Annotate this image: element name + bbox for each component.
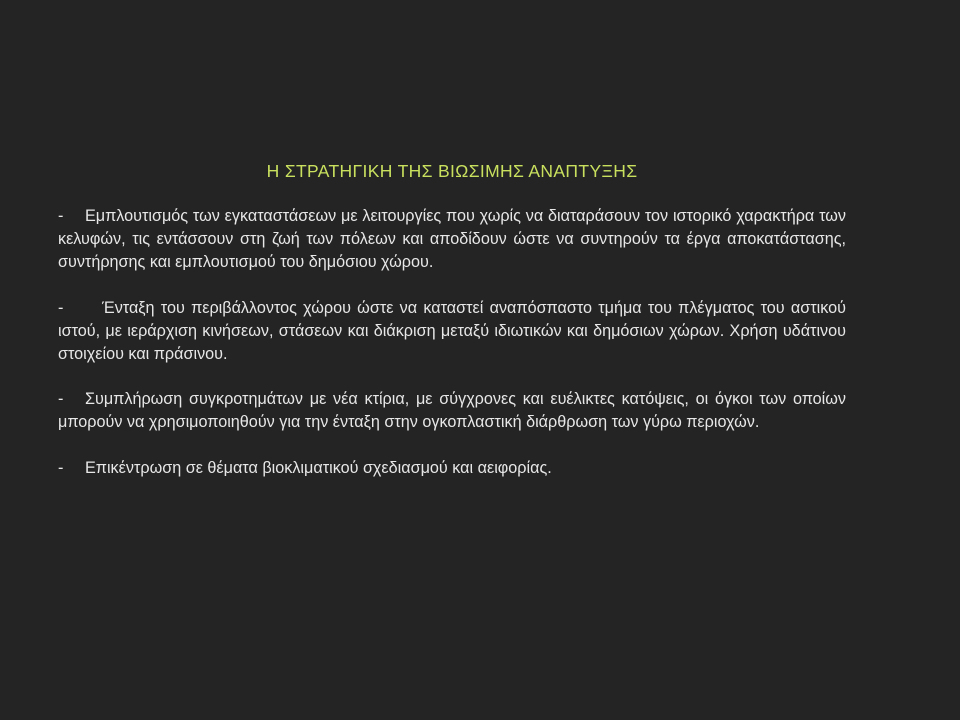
bullet-marker: - [58, 298, 64, 317]
bullet-marker: - [58, 207, 64, 225]
bullet-item [58, 388, 846, 434]
bullet-item [58, 297, 846, 367]
bullet-text: Εμπλουτισμός των εγκαταστάσεων με λειτουργίες που χωρίς να διαταράσουν τον ιστορικό χαρακτήρα των κελυφών, τις εντάσσουν στη ζωή των πόλεων και αποδίδουν ώστε να συντηρούν τα έργα αποκατάστασης, συντήρησης και εμπλουτισμού του δημόσιου χώρου. [58, 207, 846, 272]
bullet-marker: - [58, 458, 64, 477]
bullet-marker: - [58, 390, 64, 409]
bullet-text: Ένταξη του περιβάλλοντος χώρου ώστε να καταστεί αναπόσπαστο τμήμα του πλέγματος του αστικού ιστού, με ιεράρχιση κινήσεων, στάσεων και διάκριση μεταξύ ιδιωτικών και δημόσιων χώρων. Χρήση υδάτινου στοιχείου και πράσινου. [58, 298, 846, 364]
bullet-item [58, 205, 846, 275]
slide-title: Η ΣΤΡΑΤΗΓΙΚΗ ΤΗΣ ΒΙΩΣΙΜΗΣ ΑΝΑΠΤΥΞΗΣ [266, 161, 638, 181]
bullet-list [58, 205, 846, 502]
bullet-text: Συμπλήρωση συγκροτημάτων με νέα κτίρια, με σύγχρονες και ευέλικτες κατόψεις, οι όγκοι των οποίων μπορούν να χρησιμοποιηθούν για την ένταξη στην ογκοπλαστική διάρθρωση των γύρω περιοχών. [58, 390, 846, 432]
bullet-item [58, 457, 846, 480]
bullet-text: Επικέντρωση σε θέματα βιοκλιματικού σχεδιασμού και αειφορίας. [85, 458, 552, 477]
